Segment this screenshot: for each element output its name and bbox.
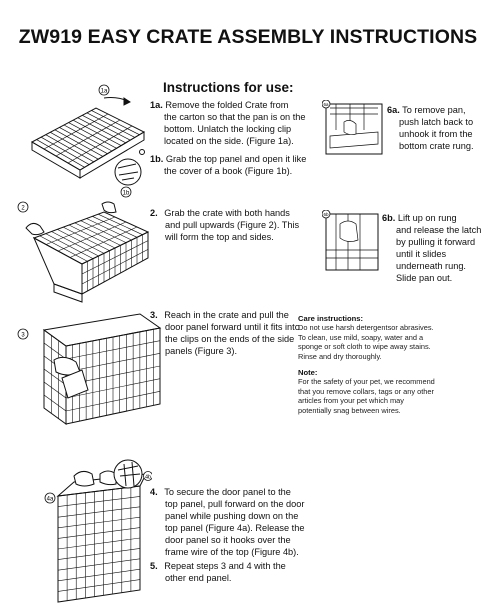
step-4-line: frame wire of the top (Figure 4b).	[165, 547, 299, 557]
wire-line	[58, 569, 140, 581]
figure-3-label: 3	[21, 332, 25, 339]
step-1b	[150, 153, 340, 177]
figure-3-door-panel	[14, 308, 164, 430]
figure-4-secure-door	[40, 456, 152, 606]
step-6a-line: push latch back to	[399, 117, 474, 127]
step-6a-line: bottom crate rung.	[399, 141, 474, 151]
step-6a	[387, 104, 492, 152]
step-4-line: panel while pushing down on the	[165, 511, 299, 521]
step-3-line: panels (Figure 3).	[165, 346, 238, 356]
figure-1-folded-crate	[26, 80, 150, 200]
step-4-line: top panel (Figure 4a). Release the	[165, 523, 305, 533]
figure-1a-label: 1a	[100, 88, 108, 95]
step-1a-line: bottom. Unlatch the locking clip	[164, 124, 292, 134]
care-line: sponge or soft cloth to wipe away stains.	[298, 342, 431, 352]
step-2-line: Grab the crate with both hands	[164, 208, 290, 218]
step-2-line: and pull upwards (Figure 2). This	[165, 220, 300, 230]
note-line: For the safety of your pet, we recommend	[298, 377, 435, 386]
step-6b-line: Lift up on rung	[397, 213, 457, 223]
step-1b-line: Grab the top panel and open it like	[165, 154, 307, 164]
figure-2-pull-upwards	[16, 198, 150, 306]
step-3-number: 3.	[150, 310, 158, 320]
figure-4a-label: 4a	[46, 496, 54, 503]
step-6b-line: Slide pan out.	[396, 273, 453, 283]
step-6b-line: until it slides	[396, 249, 447, 259]
wire-line	[44, 382, 66, 398]
step-5-number: 5.	[150, 561, 158, 571]
wire-line	[58, 507, 140, 517]
step-5-line: other end panel.	[165, 573, 232, 583]
wire-line	[58, 538, 140, 549]
step-4-line: door panel so it hooks over the	[165, 535, 291, 545]
step-6a-line: To remove pan,	[402, 105, 466, 115]
step-6b-line: and release the latch	[396, 225, 482, 235]
step-1a-number: 1a.	[150, 100, 163, 110]
step-3-line: the clips on the ends of the side	[165, 334, 295, 344]
care-instructions	[298, 314, 488, 361]
step-2-number: 2.	[150, 208, 158, 218]
step-5	[150, 560, 340, 584]
step-6a-line: unhook it from the	[399, 129, 473, 139]
note-line: articles from your pet which may	[298, 396, 404, 406]
step-4-number: 4.	[150, 487, 158, 497]
step-6b	[382, 212, 492, 284]
figure-6b-label: 6b	[323, 212, 329, 217]
wire-line	[58, 559, 140, 570]
step-4-line: top panel, pull forward on the door	[165, 499, 305, 509]
note-line: that you remove collars, tags or any other	[298, 386, 434, 396]
wire-line	[58, 496, 140, 506]
step-2-line: will form the top and sides.	[165, 232, 274, 242]
step-6a-number: 6a.	[387, 105, 400, 115]
step-2	[150, 207, 340, 243]
wire-line	[44, 395, 66, 411]
wire-line	[58, 548, 140, 559]
step-6b-line: underneath rung.	[396, 261, 466, 271]
note-heading: Note:	[298, 368, 318, 377]
care-line: Do not use harsh detergentsor abrasives.	[298, 323, 434, 332]
figure-2-label: 2	[21, 205, 25, 212]
step-3-line: door panel forward until it fits into	[165, 322, 300, 332]
wire-line	[58, 528, 140, 539]
wire-line	[58, 517, 140, 528]
page-title: ZW919 EASY CRATE ASSEMBLY INSTRUCTIONS	[18, 26, 478, 48]
step-6b-line: by pulling it forward	[396, 237, 476, 247]
step-1a-line: located on the side. (Figure 1a).	[164, 136, 294, 146]
step-1b-number: 1b.	[150, 154, 164, 164]
figure-4b-label: 4b	[144, 474, 152, 481]
figure-6b-release-latch	[322, 210, 382, 274]
figure-1b-label: 1b	[122, 190, 130, 197]
care-line: To clean, use mild, soapy, water and a	[298, 332, 424, 342]
note-line: potentially snag between wires.	[298, 405, 401, 415]
care-heading: Care instructions:	[298, 314, 363, 323]
wire-line	[58, 580, 140, 592]
step-1a-line: the carton so that the pan is on the	[164, 112, 306, 122]
step-1b-line: the cover of a book (Figure 1b).	[164, 166, 293, 176]
step-3-line: Reach in the crate and pull the	[164, 310, 289, 320]
wire-line	[44, 343, 66, 359]
step-4	[150, 486, 340, 558]
figure-6a-remove-pan	[322, 100, 386, 158]
step-6b-number: 6b.	[382, 213, 396, 223]
step-5-line: Repeat steps 3 and 4 with the	[164, 561, 286, 571]
wire-line	[56, 120, 120, 156]
step-1a	[150, 99, 340, 147]
figure-6a-label: 6a	[323, 102, 329, 107]
step-1a-line: Remove the folded Crate from	[165, 100, 289, 110]
care-line: Rinse and dry thoroughly.	[298, 351, 382, 361]
instructions-heading: Instructions for use:	[163, 80, 294, 95]
safety-note	[298, 368, 488, 415]
step-4-line: To secure the door panel to the	[164, 487, 291, 497]
